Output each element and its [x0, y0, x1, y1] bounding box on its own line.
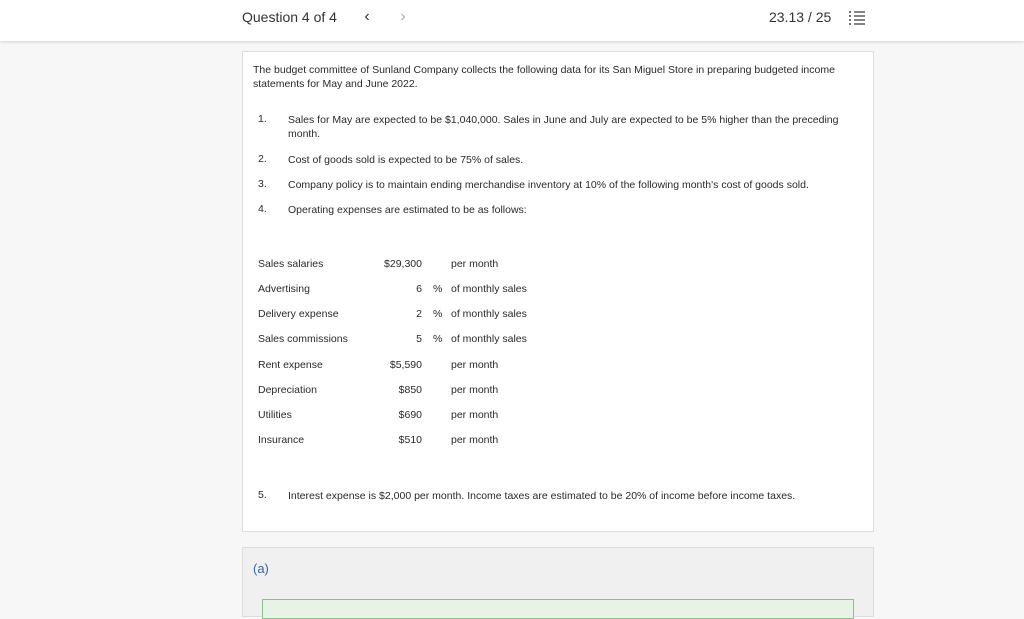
expense-value: $5,590	[389, 359, 422, 371]
item-text: Interest expense is $2,000 per month. Income taxes are estimated to be 20% of income before income taxes.	[288, 490, 796, 502]
expense-value: 6	[416, 283, 422, 295]
expense-name: Advertising	[258, 283, 310, 295]
expense-name: Rent expense	[258, 359, 323, 371]
question-list-icon[interactable]	[848, 9, 866, 27]
expense-value: $510	[398, 434, 422, 446]
item-text: Company policy is to maintain ending merchandise inventory at 10% of the following month's cost of goods sold.	[288, 179, 809, 191]
problem-intro: The budget committee of Sunland Company collects the following data for its San Miguel Store in preparing budgeted income statements for May and June 2022.	[253, 64, 835, 90]
answer-area[interactable]	[262, 599, 854, 619]
expense-percent-sign: %	[433, 333, 443, 345]
expense-row	[258, 384, 658, 398]
expense-value: 5	[416, 333, 422, 345]
expense-row	[258, 258, 658, 272]
next-question-button[interactable]: ›	[400, 8, 406, 25]
expense-unit: of monthly sales	[451, 333, 527, 345]
question-counter: Question 4 of 4	[242, 9, 337, 25]
problem-card	[242, 51, 874, 532]
expense-row	[258, 359, 658, 373]
expense-value: $690	[398, 409, 422, 421]
expense-percent-sign: %	[433, 283, 443, 295]
expense-row	[258, 283, 658, 297]
expense-name: Utilities	[258, 409, 292, 421]
expense-unit: per month	[451, 384, 499, 396]
item-number: 1.	[258, 113, 267, 125]
expense-unit: per month	[451, 409, 499, 421]
expense-unit: per month	[451, 258, 499, 270]
expense-row	[258, 333, 658, 347]
expense-value: $850	[398, 384, 422, 396]
part-label: (a)	[253, 561, 269, 576]
item-number: 3.	[258, 178, 267, 190]
expense-unit: of monthly sales	[451, 283, 527, 295]
expense-name: Depreciation	[258, 384, 317, 396]
expense-unit: per month	[451, 359, 499, 371]
expense-row	[258, 409, 658, 423]
question-header	[0, 0, 1024, 41]
previous-question-button[interactable]: ‹	[364, 8, 370, 25]
item-text: Cost of goods sold is expected to be 75% of sales.	[288, 154, 524, 166]
expense-row	[258, 308, 658, 322]
expense-value: 2	[416, 308, 422, 320]
expense-row	[258, 434, 658, 448]
item-number: 2.	[258, 153, 267, 165]
item-number: 4.	[258, 203, 267, 215]
item-number: 5.	[258, 489, 267, 501]
expense-name: Sales salaries	[258, 258, 324, 270]
expense-unit: of monthly sales	[451, 308, 527, 320]
item-text: Operating expenses are estimated to be as follows:	[288, 204, 527, 216]
expense-percent-sign: %	[433, 308, 443, 320]
list-icon	[848, 9, 866, 27]
expense-name: Insurance	[258, 434, 305, 446]
expense-name: Sales commissions	[258, 333, 348, 345]
score-display: 23.13 / 25	[769, 9, 832, 25]
item-text: Sales for May are expected to be $1,040,000. Sales in June and July are expected to be 5% higher than the preceding month.	[288, 114, 839, 140]
expense-name: Delivery expense	[258, 308, 339, 320]
expense-value: $29,300	[384, 258, 422, 270]
expense-unit: per month	[451, 434, 499, 446]
